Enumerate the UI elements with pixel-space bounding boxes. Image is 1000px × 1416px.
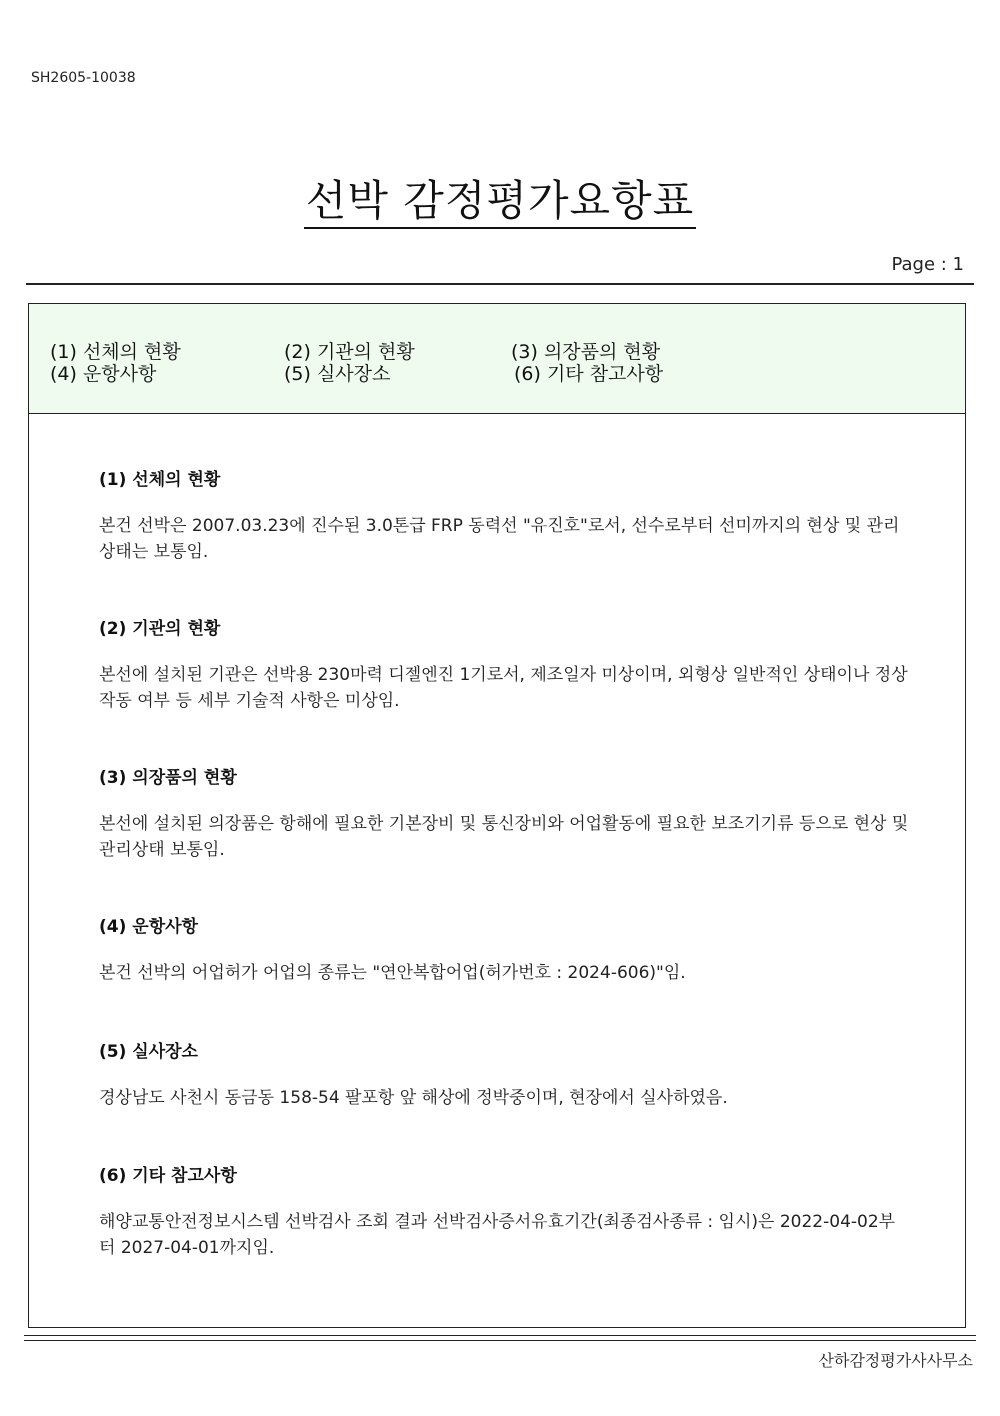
section-body-equipment: 본선에 설치된 의장품은 항해에 필요한 기본장비 및 통신장비와 어업활동에 필요한 보조기기류 등으로 현상 및 관리상태 보통임. <box>99 814 909 860</box>
table-of-contents <box>29 304 965 414</box>
toc-item-engine: (2) 기관의 현황 <box>284 341 415 363</box>
bottom-divider <box>24 1335 976 1336</box>
document-id: SH2605-10038 <box>31 70 136 86</box>
section-heading-notes: (6) 기타 참고사항 <box>99 1166 237 1186</box>
toc-item-location: (5) 실사장소 <box>284 363 391 385</box>
content-frame <box>28 303 966 1328</box>
section-body-operation: 본건 선박의 어업허가 어업의 종류는 "연안복합어업(허가번호 : 2024-606)"임. <box>99 963 686 983</box>
page-number: Page : 1 <box>891 254 964 275</box>
toc-item-notes: (6) 기타 참고사항 <box>514 363 664 385</box>
section-body-hull: 본건 선박은 2007.03.23에 진수된 3.0톤급 FRP 동력선 "유진호"로서, 선수로부터 선미까지의 현상 및 관리상태는 보통임. <box>99 516 900 562</box>
section-heading-engine: (2) 기관의 현황 <box>99 619 221 639</box>
section-heading-location: (5) 실사장소 <box>99 1042 198 1062</box>
section-heading-operation: (4) 운항사항 <box>99 917 198 937</box>
toc-item-hull: (1) 선체의 현황 <box>50 341 181 363</box>
section-body-location: 경상남도 사천시 동금동 158-54 팔포항 앞 해상에 정박중이며, 현장에서 실사하였음. <box>99 1088 728 1108</box>
top-divider <box>26 283 974 285</box>
section-body-notes: 해양교통안전정보시스템 선박검사 조회 결과 선박검사증서유효기간(최종검사종류 : 임시)은 2022-04-02부터 2027-04-01까지임. <box>99 1212 896 1258</box>
bottom-divider-double <box>24 1340 976 1341</box>
page-title-wrap <box>0 168 1000 228</box>
section-heading-hull: (1) 선체의 현황 <box>99 470 221 490</box>
office-name: 산하감정평가사사무소 <box>818 1351 973 1370</box>
toc-item-equipment: (3) 의장품의 현황 <box>511 341 661 363</box>
toc-item-operation: (4) 운항사항 <box>50 363 157 385</box>
section-heading-equipment: (3) 의장품의 현황 <box>99 768 237 788</box>
section-body-engine: 본선에 설치된 기관은 선박용 230마력 디젤엔진 1기로서, 제조일자 미상이며, 외형상 일반적인 상태이나 정상작동 여부 등 세부 기술적 사항은 미상임. <box>99 665 908 711</box>
page-title: 선박 감정평가요항표 <box>304 176 697 229</box>
